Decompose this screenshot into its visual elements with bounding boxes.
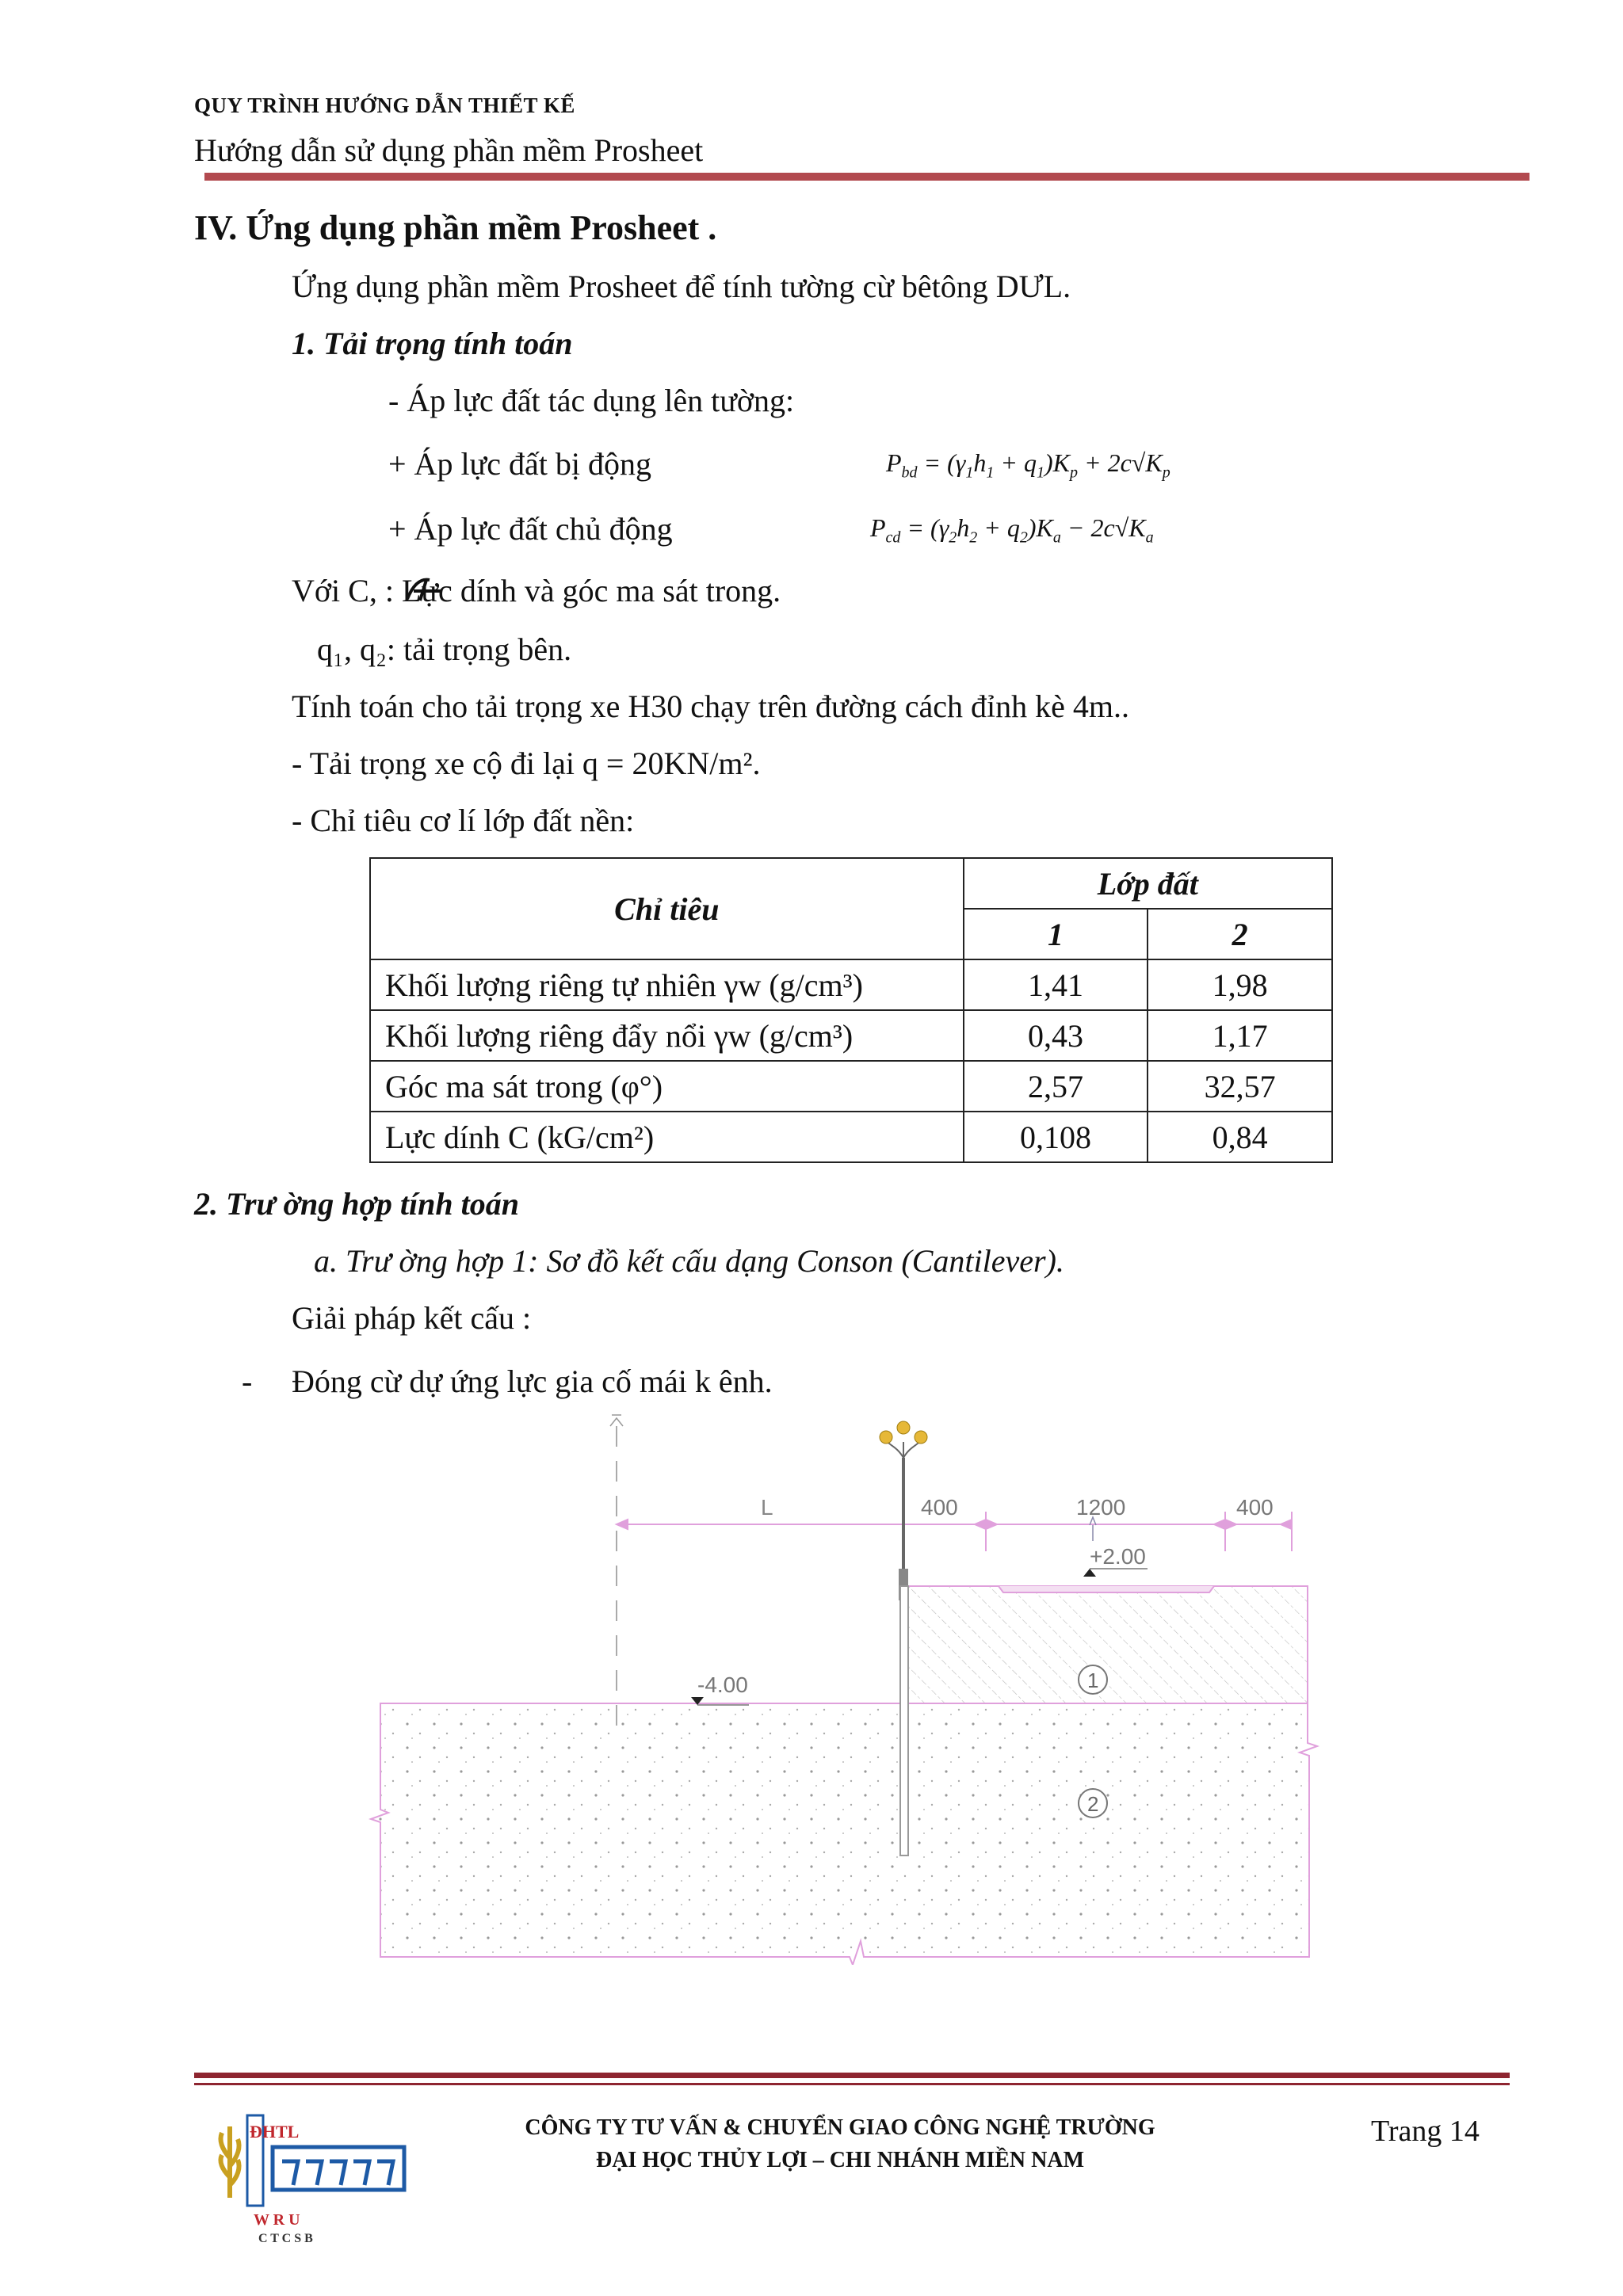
header-title: QUY TRÌNH HƯỚNG DẪN THIẾT KẾ (194, 93, 575, 117)
intro-text: Ứng dụng phần mềm Prosheet để tính tường cừ bêtông DƯL. (292, 269, 1071, 304)
university-logo-icon (208, 2111, 414, 2247)
active-formula: $P_{cd} = (\gamma_2h_2 + q_2)K_a - 2c√K_a$ (870, 513, 1154, 547)
row-value-layer-1: 1,41 (964, 959, 1148, 1010)
table-header-layer-1: 1 (964, 909, 1148, 959)
table-row (370, 1010, 1332, 1061)
active-label: + Áp lực đất chủ động (388, 511, 673, 547)
phi-symbol-icon (403, 575, 447, 604)
row-value-layer-2: 0,84 (1148, 1112, 1332, 1162)
table-header-indicator: Chỉ tiêu (370, 858, 964, 959)
page-number: Trang 14 (1371, 2115, 1480, 2148)
bullet-dash: - (242, 1363, 253, 1399)
c-phi-note: Với C, : Lực dính và góc ma sát trong. (292, 573, 781, 608)
table-row (370, 959, 1332, 1010)
footer-company (444, 2111, 1236, 2176)
table-row (370, 1061, 1332, 1112)
layer-2-label: 2 (1087, 1792, 1099, 1816)
layer-1-label: 1 (1087, 1669, 1099, 1692)
header-subtitle: Hướng dẫn sử dụng phần mềm Prosheet (194, 132, 704, 168)
soil-properties-table (369, 857, 1333, 1163)
footer-company-line1: CÔNG TY TƯ VẤN & CHUYỂN GIAO CÔNG NGHỆ TRƯỜNG (525, 2115, 1155, 2140)
table-header-layer: Lớp đất (964, 858, 1332, 909)
passive-formula: $P_{bd} = (\gamma_1h_1 + q_1)K_p + 2c√K_p$ (886, 448, 1170, 482)
footer-divider-thin (194, 2083, 1510, 2085)
road-pavement (999, 1586, 1214, 1592)
row-value-layer-1: 2,57 (964, 1061, 1148, 1112)
row-label: Khối lượng riêng đẩy nổi γw (g/cm³) (370, 1010, 964, 1061)
dim-label-400-left: 400 (921, 1495, 958, 1520)
h30-note: Tính toán cho tải trọng xe H30 chạy trên đường cách đỉnh kè 4m.. (292, 688, 1129, 724)
level-bottom-label: -4.00 (697, 1672, 748, 1697)
vehicle-load: - Tải trọng xe cộ đi lại q = 20KN/m². (292, 746, 761, 781)
row-value-layer-2: 1,98 (1148, 959, 1332, 1010)
passive-label: + Áp lực đất bị động (388, 446, 651, 482)
q-note: q₁, q₂: tải trọng bên. (317, 631, 572, 667)
footer-divider (194, 2073, 1510, 2078)
table-row (370, 1112, 1332, 1162)
sheet-pile (900, 1586, 908, 1855)
dim-label-1200: 1200 (1076, 1495, 1126, 1520)
footer-company-line2: ĐẠI HỌC THỦY LỢI – CHI NHÁNH MIỀN NAM (595, 2148, 1085, 2172)
dim-label-L: L (761, 1495, 773, 1520)
sub2-heading: 2. Trư ờng hợp tính toán (194, 1186, 519, 1222)
row-value-layer-1: 0,43 (964, 1010, 1148, 1061)
row-label: Khối lượng riêng tự nhiên γw (g/cm³) (370, 959, 964, 1010)
sub1-heading: 1. Tải trọng tính toán (292, 326, 573, 361)
header-divider (204, 173, 1529, 181)
level-top-label: +2.00 (1090, 1544, 1146, 1569)
section-heading: IV. Ứng dụng phần mềm Prosheet . (194, 208, 717, 247)
dim-label-400-right: 400 (1236, 1495, 1274, 1520)
row-label: Góc ma sát trong (φ°) (370, 1061, 964, 1112)
logo-ctcsb: C T C S B (258, 2232, 313, 2245)
cantilever-wall-drawing (349, 1410, 1347, 1965)
soil-layer-2 (371, 1703, 1317, 1965)
bullet-text: Đóng cừ dự ứng lực gia cố mái k ênh. (292, 1363, 773, 1399)
logo-wru: W R U (254, 2211, 300, 2229)
pressure-intro: - Áp lực đất tác dụng lên tường: (388, 383, 795, 418)
row-label: Lực dính C (kG/cm²) (370, 1112, 964, 1162)
row-value-layer-2: 1,17 (1148, 1010, 1332, 1061)
case-a-heading: a. Trư ờng hợp 1: Sơ đồ kết cấu dạng Conson (Cantilever). (314, 1243, 1064, 1279)
table-header-layer-2: 2 (1148, 909, 1332, 959)
axis-marker (610, 1415, 623, 1727)
solution-label: Giải pháp kết cấu : (292, 1300, 532, 1336)
row-value-layer-2: 32,57 (1148, 1061, 1332, 1112)
lamp-post-icon (880, 1421, 927, 1600)
logo-letters: ĐHTL (250, 2122, 300, 2142)
soil-intro: - Chỉ tiêu cơ lí lớp đất nền: (292, 803, 635, 838)
row-value-layer-1: 0,108 (964, 1112, 1148, 1162)
